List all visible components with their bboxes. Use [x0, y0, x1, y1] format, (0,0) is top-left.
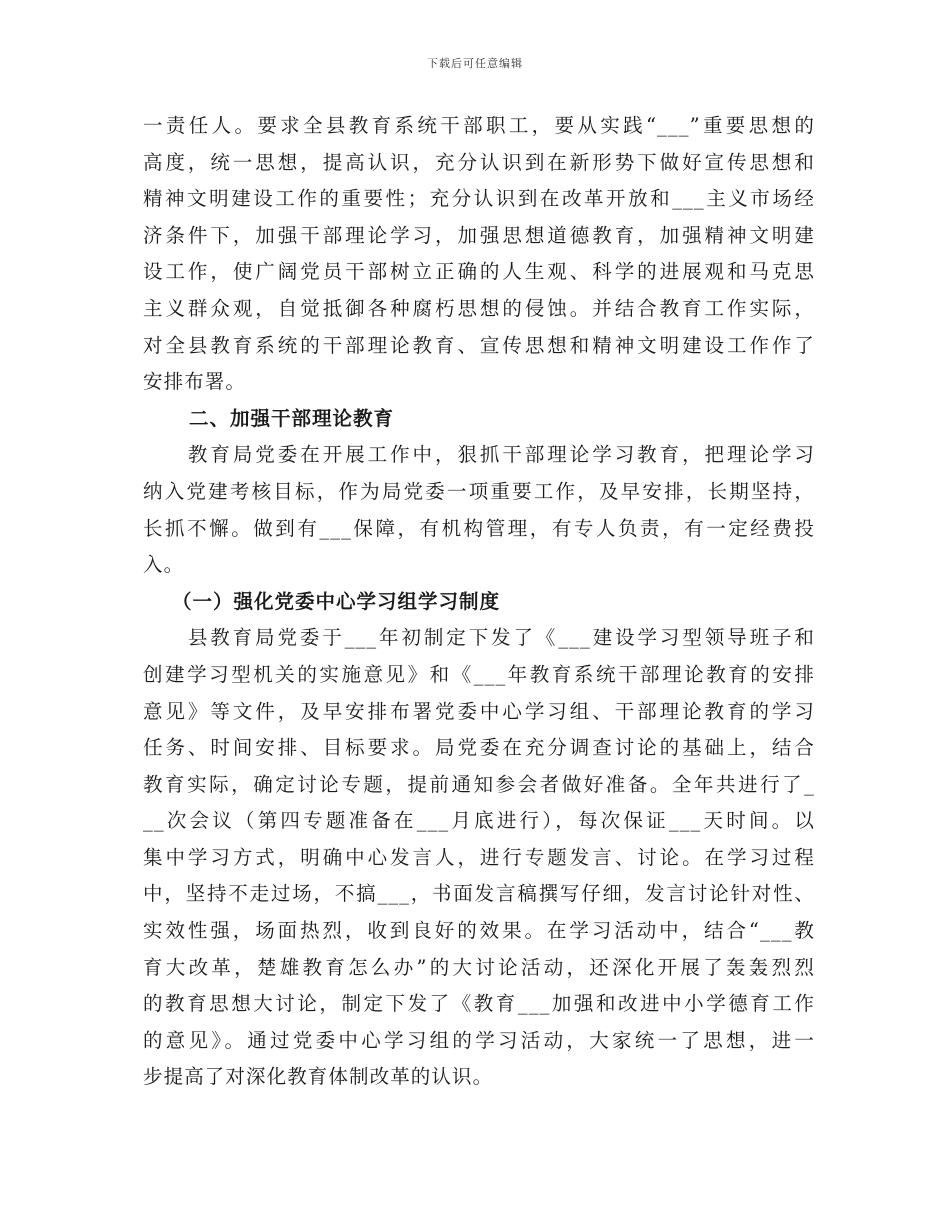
- text-line: 实效性强，场面热烈，收到良好的效果。在学习活动中，结合“___教: [143, 919, 815, 943]
- text-line: 教育实际，确定讨论专题，提前通知参会者做好准备。全年共进行了_: [143, 772, 815, 796]
- text-line: 设工作，使广阔党员干部树立正确的人生观、科学的进展观和马克思: [143, 260, 815, 284]
- text-line: 步提高了对深化教育体制改革的认识。: [143, 1065, 494, 1089]
- paragraph: [143, 620, 815, 1096]
- text-line: 育大改革，楚雄教育怎么办”的大讨论活动，还深化开展了轰轰烈烈: [143, 955, 815, 979]
- text-line: 中，坚持不走过场，不搞___，书面发言稿撰写仔细，发言讨论针对性、: [143, 882, 815, 906]
- text-line: 主义群众观，自觉抵御各种腐朽思想的侵蚀。并结合教育工作实际，: [143, 296, 815, 320]
- text-line: 一责任人。要求全县教育系统干部职工，要从实践“___”重要思想的: [143, 114, 815, 137]
- page-header: 下载后可任意编辑: [427, 57, 523, 70]
- text-line: 精神文明建设工作的重要性；充分认识到在改革开放和___主义市场经: [143, 187, 815, 211]
- text-line: __次会议（第四专题准备在___月底进行），每次保证___天时间。以: [143, 809, 815, 833]
- section-heading: 二、加强干部理论教育: [189, 406, 395, 430]
- text-line: 县教育局党委于___年初制定下发了《___建设学习型领导班子和: [143, 626, 815, 650]
- text-line: 创建学习型机关的实施意见》和《___年教育系统干部理论教育的安排: [143, 662, 815, 686]
- section-heading: （一）强化党委中心学习组学习制度: [172, 589, 501, 613]
- text-line: 集中学习方式，明确中心发言人，进行专题发言、讨论。在学习过程: [143, 845, 815, 869]
- text-line: 安排布署。: [143, 370, 247, 394]
- text-line: 教育局党委在开展工作中，狠抓干部理论学习教育，把理论学习: [143, 443, 815, 467]
- text-line: 对全县教育系统的干部理论教育、宣传思想和精神文明建设工作作了: [143, 333, 815, 357]
- text-line: 入。: [143, 553, 185, 577]
- text-line: 高度，统一思想，提高认识，充分认识到在新形势下做好宣传思想和: [143, 150, 815, 174]
- paragraph: [143, 108, 815, 401]
- document-body: [143, 108, 815, 1096]
- text-line: 济条件下，加强干部理论学习，加强思想道德教育，加强精神文明建: [143, 223, 815, 247]
- text-line: 的教育思想大讨论，制定下发了《教育___加强和改进中小学德育工作: [143, 992, 815, 1016]
- text-line: 纳入党建考核目标，作为局党委一项重要工作，及早安排，长期坚持，: [143, 479, 815, 503]
- text-line: 的意见》。通过党委中心学习组的学习活动，大家统一了思想，进一: [143, 1028, 815, 1052]
- text-line: 任务、时间安排、目标要求。局党委在充分调查讨论的基础上，结合: [143, 736, 815, 760]
- text-line: 长抓不懈。做到有___保障，有机构管理，有专人负责，有一定经费投: [143, 516, 815, 540]
- paragraph: [143, 437, 815, 583]
- text-line: 意见》等文件，及早安排布署党委中心学习组、干部理论教育的学习: [143, 699, 815, 723]
